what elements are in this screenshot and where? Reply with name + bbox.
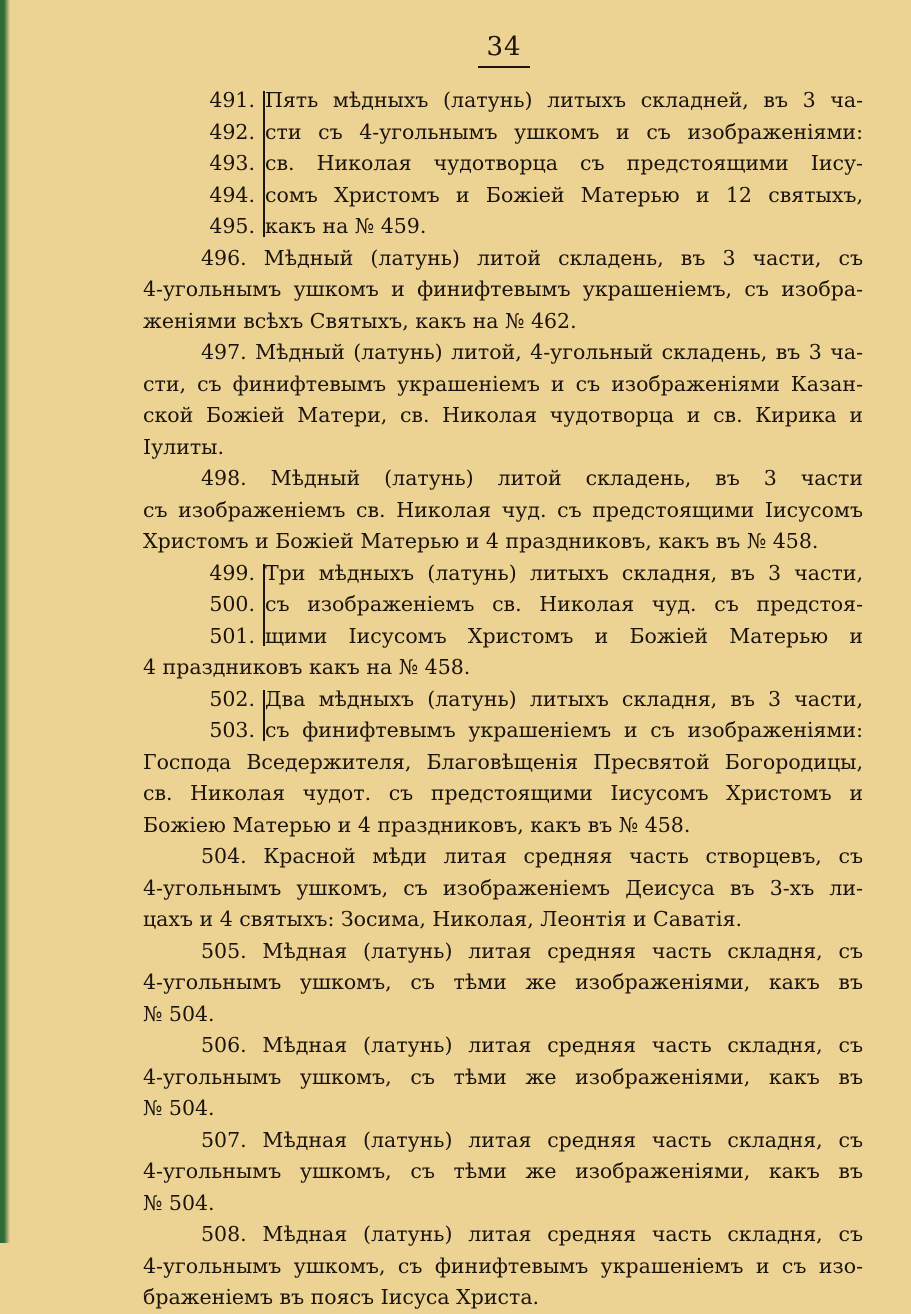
entry-line: 507. Мѣдная (латунь) литая средняя часть складня, съ: [201, 1127, 863, 1152]
catalog-entry: [143, 936, 863, 1031]
entry-number: 503.: [209, 718, 255, 742]
entry-line: Господа Вседержителя, Благовѣщенія Пресвятой Богородицы,: [143, 749, 863, 774]
catalog-entry-group: [143, 85, 863, 243]
entry-number: 500.: [209, 592, 255, 616]
entry-line: Іулиты.: [143, 434, 225, 459]
entry-line: Христомъ и Божіей Матерью и 4 праздниковъ, какъ въ № 458.: [143, 529, 819, 553]
entry-line: св. Николая чудот. съ предстоящими Іисусомъ Христомъ и: [143, 781, 863, 805]
catalog-entry: [143, 1030, 863, 1125]
catalog-entry-group: [143, 684, 863, 842]
entry-line: Божіею Матерью и 4 праздниковъ, какъ въ № 458.: [143, 812, 691, 837]
entry-line: женіями всѣхъ Святыхъ, какъ на № 462.: [143, 308, 577, 333]
catalog-entry: [143, 1125, 863, 1220]
entry-line: сомъ Христомъ и Божіей Матерью и 12 святыхъ,: [265, 182, 863, 207]
entry-line: 498. Мѣдный (латунь) литой складень, въ 3 части: [201, 466, 863, 490]
catalog-entry: [143, 1219, 863, 1314]
entry-number: 494.: [209, 182, 255, 207]
entry-line: 4-угольнымъ ушкомъ, съ тѣми же изображеніями, какъ въ: [143, 1064, 863, 1089]
entry-line: 4-угольнымъ ушкомъ, съ тѣми же изображеніями, какъ въ: [143, 970, 863, 994]
grouping-brace: [257, 91, 265, 237]
catalog-entry: [143, 463, 863, 558]
entry-line: ской Божіей Матери, св. Николая чудотворца и св. Кирика и: [143, 403, 863, 427]
entry-line: 497. Мѣдный (латунь) литой, 4-угольный складень, въ 3 ча-: [201, 340, 863, 364]
catalog-entry: [143, 841, 863, 936]
entry-line: 496. Мѣдный (латунь) литой складень, въ 3 части, съ: [201, 245, 863, 270]
entry-line: св. Николая чудотворца съ предстоящими Іису-: [265, 151, 863, 175]
entry-number: 499.: [209, 560, 255, 585]
entry-number: 502.: [209, 686, 255, 711]
entry-numbers: [143, 684, 265, 747]
page-number-rule: [478, 66, 530, 68]
entry-line: Три мѣдныхъ (латунь) литыхъ складня, въ 3 части,: [265, 560, 863, 585]
entry-numbers: [143, 558, 265, 653]
entry-line: съ изображеніемъ св. Николая чуд. съ предстоящими Іисусомъ: [143, 497, 863, 522]
entry-line: съ изображеніемъ св. Николая чуд. съ предстоя-: [265, 592, 863, 616]
entry-line: 505. Мѣдная (латунь) литая средняя часть складня, съ: [201, 938, 863, 963]
entry-line: № 504.: [143, 1190, 215, 1215]
entry-line: Пять мѣдныхъ (латунь) литыхъ складней, въ 3 ча-: [265, 88, 863, 112]
entry-line: 4-угольнымъ ушкомъ, съ изображеніемъ Деисуса въ 3-хъ ли-: [143, 875, 863, 900]
entry-line: какъ на № 459.: [265, 214, 427, 238]
entry-number: 492.: [209, 119, 255, 144]
entry-line: съ финифтевымъ украшеніемъ и съ изображеніями:: [265, 718, 863, 742]
entry-line: № 504.: [143, 1096, 215, 1120]
entry-line: 508. Мѣдная (латунь) литая средняя часть складня, съ: [201, 1222, 863, 1246]
entry-line: сти, съ финифтевымъ украшеніемъ и съ изображеніями Казан-: [143, 371, 863, 396]
entry-line: 506. Мѣдная (латунь) литая средняя часть складня, съ: [201, 1033, 863, 1057]
catalog-entry: [143, 337, 863, 463]
page-edge: [0, 0, 10, 1243]
entry-numbers: [143, 85, 265, 243]
entry-line: щими Іисусомъ Христомъ и Божіей Матерью и: [265, 623, 863, 648]
catalog-entry: [143, 243, 863, 338]
entry-line: 504. Красной мѣди литая средняя часть створцевъ, съ: [201, 844, 863, 868]
entry-line: сти съ 4-угольнымъ ушкомъ и съ изображеніями:: [265, 119, 863, 144]
grouping-brace: [257, 690, 265, 741]
entry-line: Два мѣдныхъ (латунь) литыхъ складня, въ 3 части,: [265, 686, 863, 711]
entry-number: 501.: [209, 623, 255, 648]
catalog-text: [143, 85, 863, 1314]
entry-line: 4 праздниковъ какъ на № 458.: [143, 655, 471, 679]
entry-line: браженіемъ въ поясъ Іисуса Христа.: [143, 1285, 540, 1309]
entry-number: 491.: [209, 88, 255, 112]
entry-line: 4-угольнымъ ушкомъ и финифтевымъ украшеніемъ, съ изобра-: [143, 277, 863, 301]
entry-line: № 504.: [143, 1001, 215, 1026]
grouping-brace: [257, 564, 265, 647]
catalog-entry-group: [143, 558, 863, 684]
entry-line: цахъ и 4 святыхъ: Зосима, Николая, Леонтія и Саватія.: [143, 907, 743, 931]
entry-number: 493.: [209, 151, 255, 175]
page-number: 34: [486, 32, 522, 62]
entry-line: 4-угольнымъ ушкомъ, съ финифтевымъ украшеніемъ и съ изо-: [143, 1253, 863, 1278]
entry-line: 4-угольнымъ ушкомъ, съ тѣми же изображеніями, какъ въ: [143, 1159, 863, 1183]
entry-number: 495.: [209, 214, 255, 238]
